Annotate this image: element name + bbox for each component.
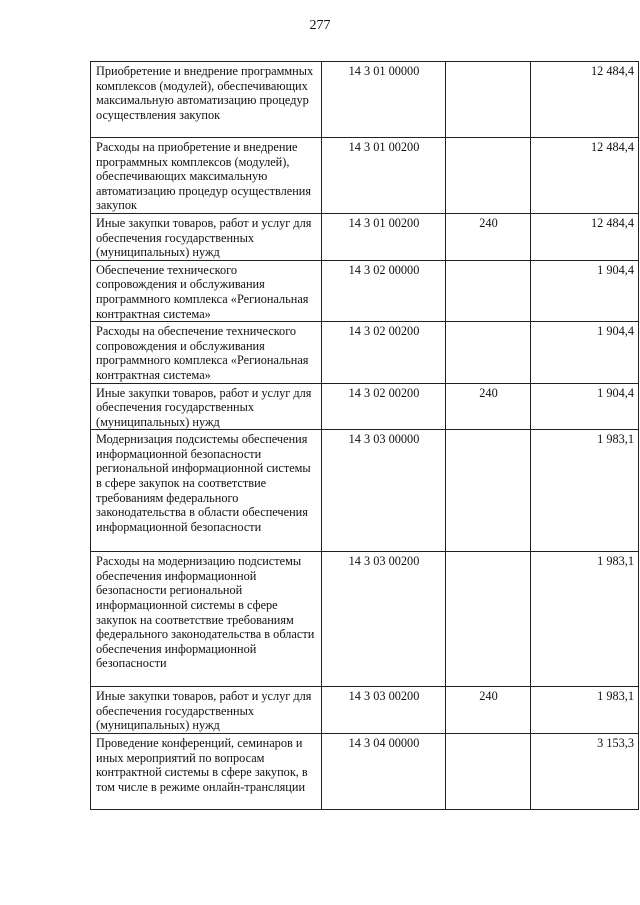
row-code: 14 3 02 00000 [322,260,446,321]
table-row [91,322,639,383]
table-row [91,260,639,321]
row-expense-type [446,552,531,687]
row-expense-type [446,322,531,383]
row-name: Иные закупки товаров, работ и услуг для обеспечения государственных (муниципальных) нужд [91,383,322,430]
table-row [91,552,639,687]
table-row [91,687,639,734]
row-code: 14 3 02 00200 [322,322,446,383]
row-expense-type: 240 [446,383,531,430]
row-name: Расходы на обеспечение технического сопровождения и обслуживания программного комплекса «Региональная контрактная система» [91,322,322,383]
budget-table-body [91,62,639,810]
row-name: Иные закупки товаров, работ и услуг для обеспечения государственных (муниципальных) нужд [91,213,322,260]
row-name: Модернизация подсистемы обеспечения информационной безопасности региональной информационной системы в сфере закупок на соответствие требованиям федерального законодательства в области обеспечения информационной безопасности [91,430,322,552]
row-amount: 1 983,1 [531,687,639,734]
table-row [91,213,639,260]
table-row [91,430,639,552]
row-expense-type [446,430,531,552]
row-name: Проведение конференций, семинаров и иных мероприятий по вопросам контрактной системы в сфере закупок, в том числе в режиме онлайн-трансляции [91,734,322,810]
row-amount: 1 983,1 [531,552,639,687]
row-amount: 12 484,4 [531,62,639,138]
row-expense-type [446,62,531,138]
table-row [91,62,639,138]
row-code: 14 3 03 00200 [322,687,446,734]
table-row [91,383,639,430]
row-name: Расходы на приобретение и внедрение программных комплексов (модулей), обеспечивающих максимальную автоматизацию процедур осуществления закупок [91,138,322,214]
row-code: 14 3 04 00000 [322,734,446,810]
row-expense-type [446,260,531,321]
row-expense-type: 240 [446,213,531,260]
row-name: Обеспечение технического сопровождения и обслуживания программного комплекса «Региональная контрактная система» [91,260,322,321]
row-name: Расходы на модернизацию подсистемы обеспечения информационной безопасности региональной информационной системы в сфере закупок на соответствие требованиям федерального законодательства в области обеспечения информационной безопасности [91,552,322,687]
row-code: 14 3 03 00200 [322,552,446,687]
row-amount: 1 904,4 [531,383,639,430]
row-name: Приобретение и внедрение программных комплексов (модулей), обеспечивающих максимальную автоматизацию процедур осуществления закупок [91,62,322,138]
row-code: 14 3 01 00200 [322,138,446,214]
table-row [91,734,639,810]
row-code: 14 3 02 00200 [322,383,446,430]
table-row [91,138,639,214]
row-amount: 1 983,1 [531,430,639,552]
row-amount: 12 484,4 [531,213,639,260]
row-code: 14 3 01 00200 [322,213,446,260]
row-code: 14 3 01 00000 [322,62,446,138]
row-amount: 3 153,3 [531,734,639,810]
row-expense-type [446,734,531,810]
row-name: Иные закупки товаров, работ и услуг для обеспечения государственных (муниципальных) нужд [91,687,322,734]
row-expense-type: 240 [446,687,531,734]
row-expense-type [446,138,531,214]
page-number: 277 [309,18,331,33]
row-amount: 1 904,4 [531,260,639,321]
budget-table [90,61,639,810]
row-amount: 12 484,4 [531,138,639,214]
row-amount: 1 904,4 [531,322,639,383]
row-code: 14 3 03 00000 [322,430,446,552]
